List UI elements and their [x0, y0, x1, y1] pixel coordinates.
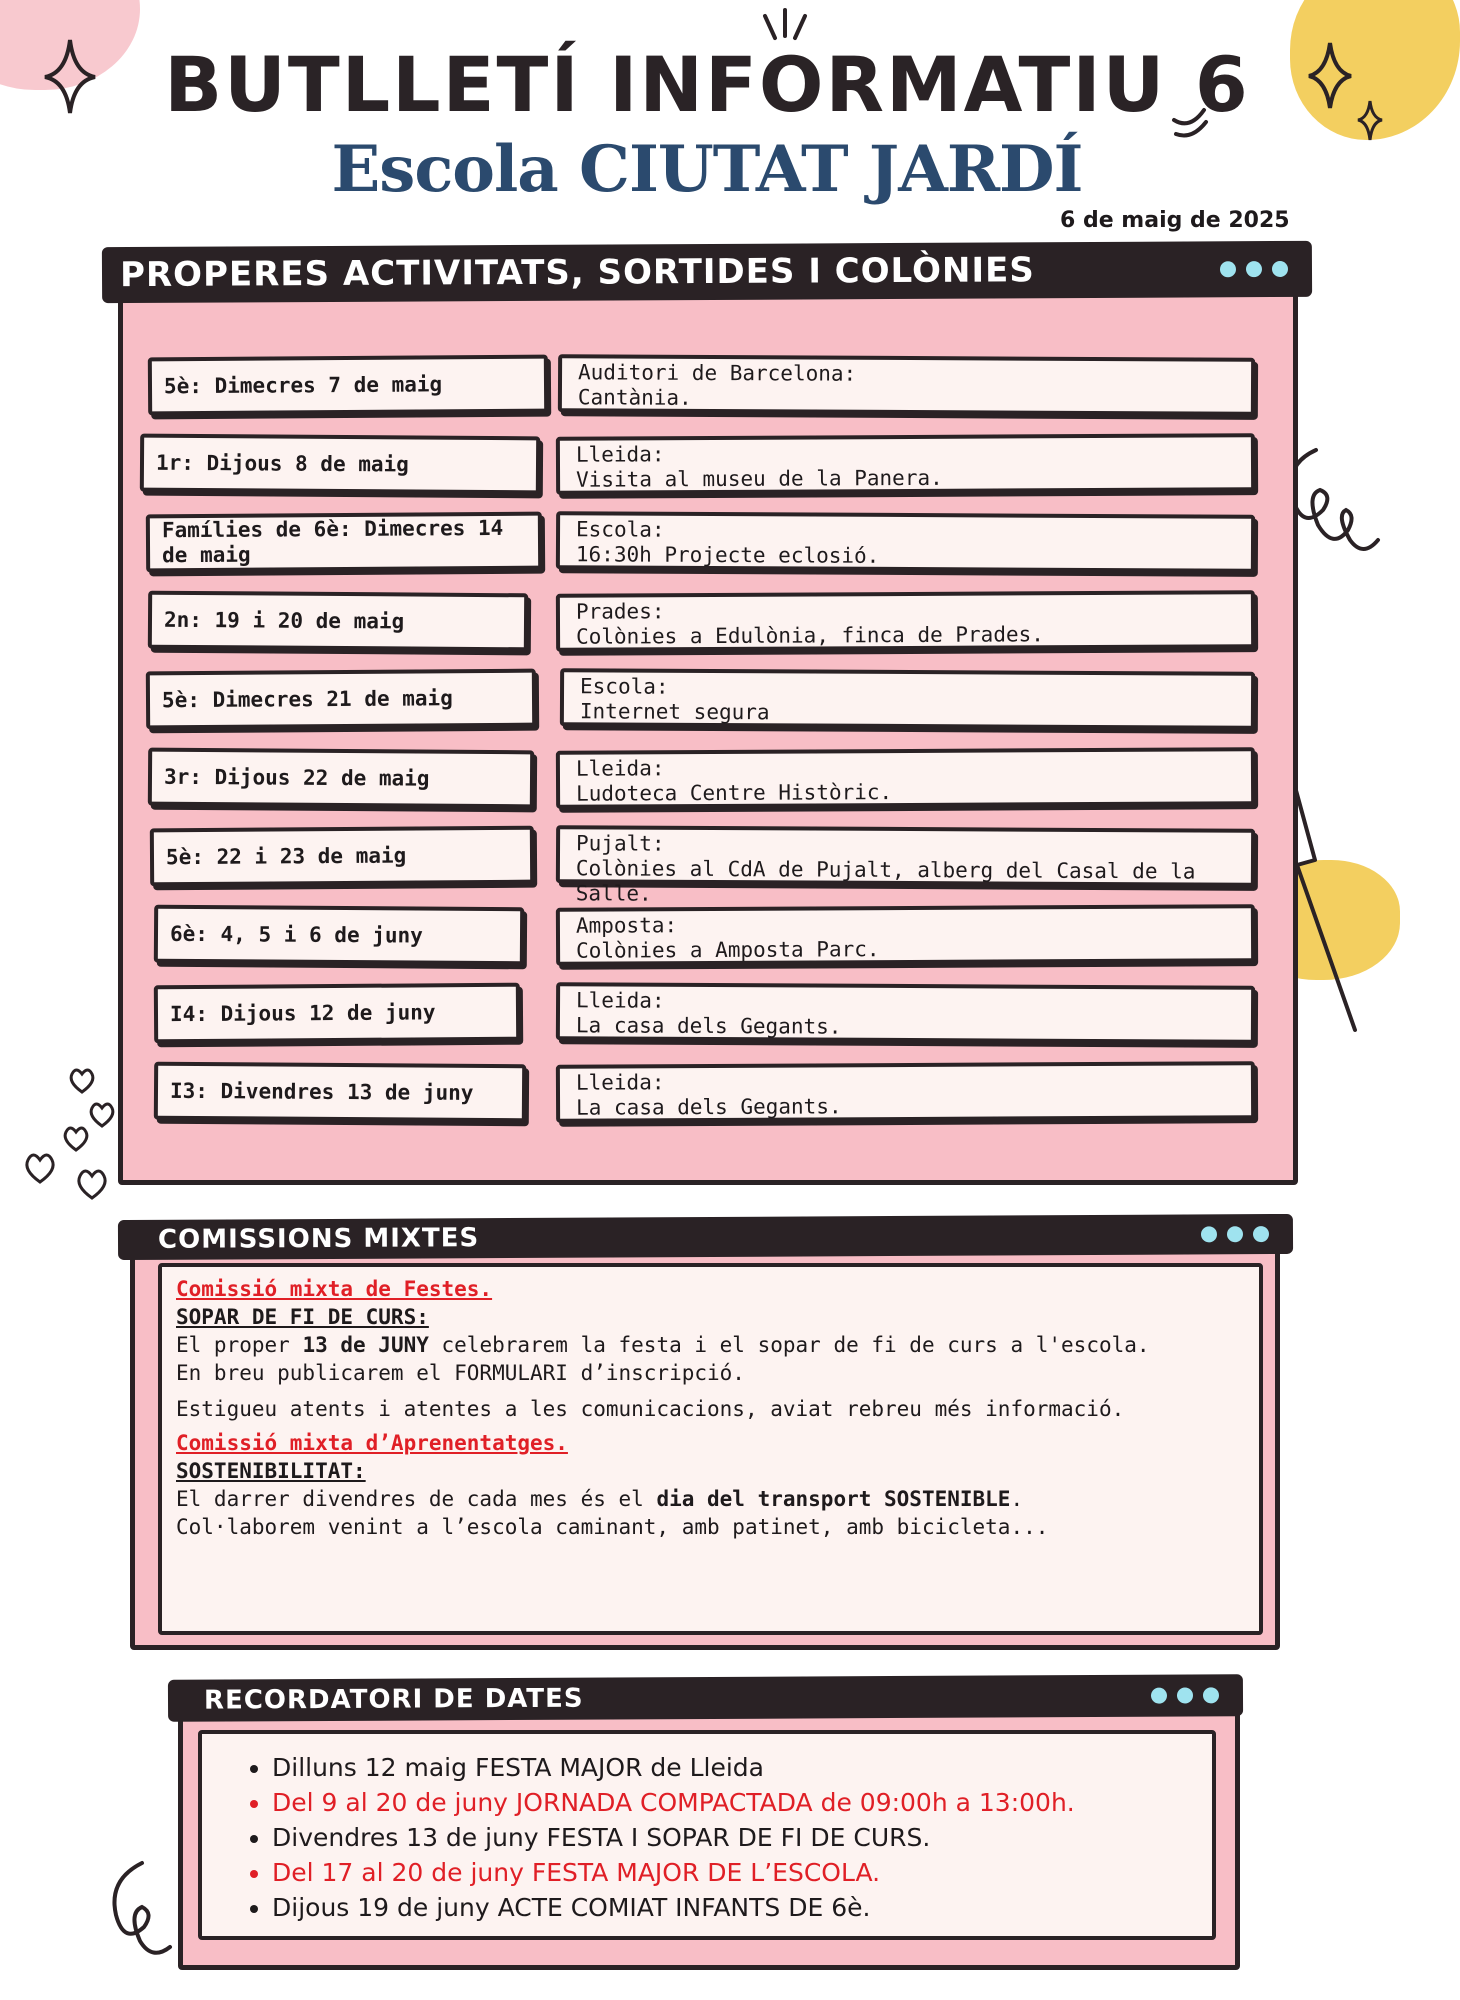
sopar-title: SOPAR DE FI DE CURS:	[176, 1305, 429, 1329]
activity-description: Colònies al CdA de Pujalt, alberg del Casal de la Salle.	[575, 856, 1196, 906]
stay-tuned-notice: Estigueu atents i atentes a les comunicacions, aviat rebreu més informació.	[176, 1397, 1125, 1421]
commissions-content	[158, 1263, 1263, 1635]
window-dots-icon	[1151, 1687, 1219, 1703]
activities-heading: PROPERES ACTIVITATS, SORTIDES I COLÒNIES	[119, 250, 1035, 296]
commissions-header-bar	[118, 1214, 1293, 1260]
activity-place: Lleida:	[575, 1069, 665, 1095]
activity-place: Lleida:	[575, 441, 665, 467]
reminder-item: • Divendres 13 de juny FESTA I SOPAR DE FI DE CURS.	[272, 1820, 1192, 1855]
activity-details	[560, 668, 1255, 730]
activity-details	[556, 982, 1255, 1044]
issue-date: 6 de maig de 2025	[1060, 208, 1290, 233]
highlight-date: 13 de JUNY	[302, 1333, 429, 1357]
reminder-item: • Dijous 19 de juny ACTE COMIAT INFANTS DE 6è.	[272, 1890, 1192, 1925]
form-notice: En breu publicarem el FORMULARI d’inscripció.	[176, 1361, 745, 1385]
activity-date: 3r: Dijous 22 de maig	[148, 747, 534, 808]
activity-place: Lleida:	[575, 755, 665, 781]
activity-details	[556, 825, 1255, 906]
activity-date: 5è: 22 i 23 de maig	[150, 826, 534, 887]
aprenentatges-commission-title: Comissió mixta d’Aprenentatges.	[176, 1431, 568, 1455]
activity-place: Pujalt:	[575, 831, 665, 856]
text-span: El proper	[176, 1333, 303, 1357]
activity-date: 5è: Dimecres 7 de maig	[148, 355, 548, 416]
activity-description: Ludoteca Centre Històric.	[576, 779, 893, 806]
text-span: El darrer divendres de cada mes és el	[176, 1487, 657, 1511]
reminder-item: • Del 9 al 20 de juny JORNADA COMPACTADA de 09:00h a 13:00h.	[272, 1785, 1192, 1820]
sopar-paragraph	[176, 1331, 1245, 1359]
activity-description: La casa dels Gegants.	[576, 1093, 842, 1120]
highlight-text: dia del transport SOSTENIBLE	[656, 1487, 1011, 1511]
text-span: celebrarem la festa i el sopar de fi de curs a l'escola.	[428, 1333, 1150, 1357]
text-span: .	[1010, 1487, 1024, 1511]
reminder-item: • Dilluns 12 maig FESTA MAJOR de Lleida	[272, 1750, 1192, 1785]
window-dots-icon	[1201, 1226, 1269, 1242]
activity-place: Escola:	[579, 674, 669, 699]
activity-details	[556, 904, 1255, 966]
school-name: Escola CIUTAT JARDÍ	[331, 132, 1083, 207]
activity-date: 2n: 19 i 20 de maig	[148, 590, 528, 651]
commissions-heading: COMISSIONS MIXTES	[157, 1223, 480, 1255]
activity-description: Colònies a Amposta Parc.	[576, 936, 880, 963]
hearts-icon	[20, 1060, 120, 1220]
activity-date: 6è: 4, 5 i 6 de juny	[154, 904, 524, 965]
activity-description: Visita al museu de la Panera.	[576, 465, 943, 492]
activity-details	[556, 511, 1255, 573]
activity-place: Lleida:	[575, 988, 665, 1013]
activity-place: Escola:	[575, 517, 665, 542]
activity-details	[556, 433, 1255, 495]
window-dots-icon	[1220, 261, 1288, 277]
activity-date: I3: Divendres 13 de juny	[154, 1061, 526, 1122]
activity-date: I4: Dijous 12 de juny	[154, 983, 520, 1044]
activities-header-bar	[102, 241, 1312, 303]
sostenibilitat-title: SOSTENIBILITAT:	[176, 1459, 366, 1483]
activity-description: Colònies a Edulònia, finca de Prades.	[576, 621, 1044, 649]
activity-details	[556, 1061, 1255, 1123]
transport-paragraph	[176, 1485, 1245, 1513]
reminders-list	[272, 1750, 1192, 1925]
reminders-heading: RECORDATORI DE DATES	[203, 1683, 584, 1716]
activity-details	[556, 590, 1255, 652]
reminders-header-bar	[168, 1674, 1243, 1722]
activity-place: Amposta:	[575, 912, 678, 938]
activity-details	[556, 747, 1255, 809]
activity-details	[558, 354, 1255, 416]
collaborate-paragraph: Col·laborem venint a l’escola caminant, amb patinet, amb bicicleta...	[176, 1515, 1049, 1539]
activity-date: Famílies de 6è: Dimecres 14 de maig	[146, 512, 542, 573]
page-title: BUTLLETÍ INFORMATIU 6	[164, 40, 1250, 129]
activity-description: Cantània.	[577, 385, 692, 410]
activity-place: Prades:	[575, 598, 665, 624]
activity-place: Auditori de Barcelona:	[577, 360, 857, 386]
activity-description: 16:30h Projecte eclosió.	[575, 542, 880, 568]
activity-date: 1r: Dijous 8 de maig	[140, 433, 540, 494]
activity-date: 5è: Dimecres 21 de maig	[146, 669, 536, 730]
reminders-box	[198, 1730, 1216, 1940]
reminder-item: • Del 17 al 20 de juny FESTA MAJOR DE L’ESCOLA.	[272, 1855, 1192, 1890]
activity-description: Internet segura	[579, 699, 770, 725]
activity-description: La casa dels Gegants.	[575, 1013, 842, 1039]
festes-commission-title: Comissió mixta de Festes.	[176, 1277, 493, 1301]
